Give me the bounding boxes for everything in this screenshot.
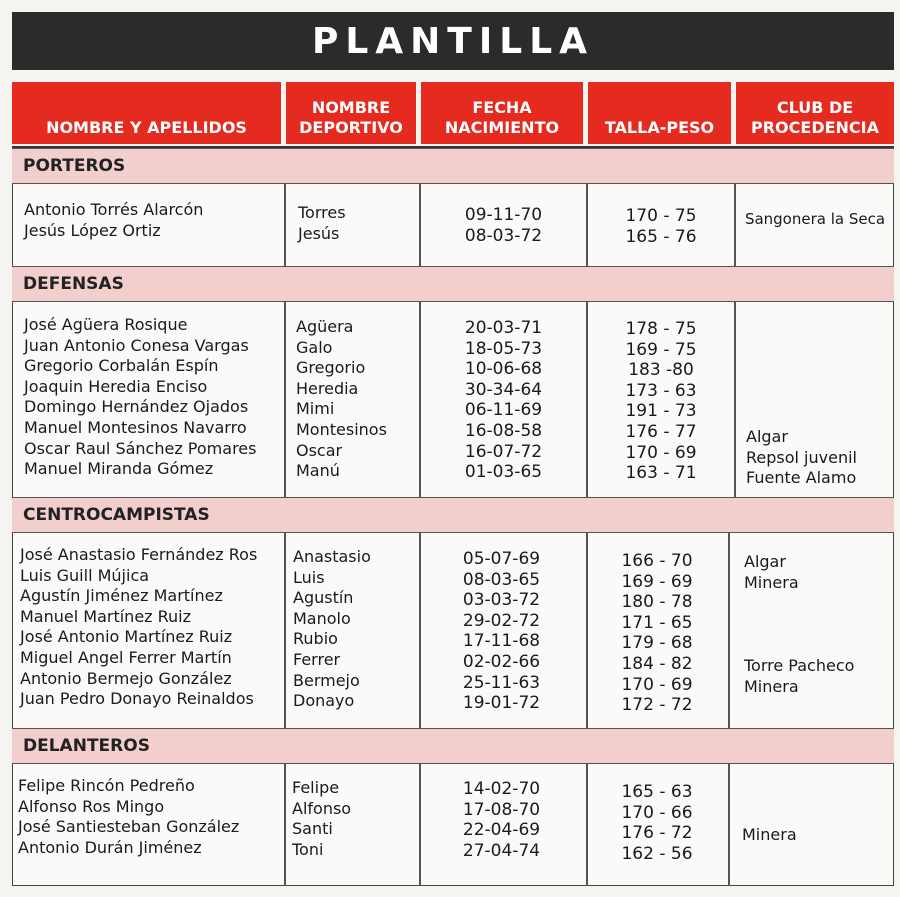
player-club: Fuente Alamo [746,468,857,488]
divider [734,302,736,497]
player-birthdate: 03-03-72 [462,590,541,611]
player-nickname: Oscar [296,440,343,460]
porteros-nombres [24,200,203,241]
delanteros-nombres [18,776,239,858]
player-nickname: Felipe [292,778,340,797]
player-height-weight: 178 - 75 [625,319,697,339]
player-name: Juan Antonio Conesa Vargas [24,335,249,355]
player-nickname: Heredia [296,378,359,398]
player-nickname: Galo [296,337,333,357]
player-club: Repsol juvenil [746,447,857,467]
centrocampistas-deportivo [293,547,371,712]
player-club: Torre Pacheco [744,656,855,675]
header-deportivo-label: NOMBRE DEPORTIVO [299,98,403,137]
header-deportivo [286,82,416,144]
section-title: DEFENSAS [23,274,124,294]
player-birthdate: 09-11-70 [464,205,543,225]
player-height-weight: 166 - 70 [621,551,693,571]
section-delanteros [12,728,894,764]
section-title: DELANTEROS [23,736,150,756]
centrocampistas-club-bottom [744,656,854,697]
header-club-label: CLUB DE PROCEDENCIA [751,98,879,137]
player-club: Minera [742,825,797,844]
player-height-weight: 170 - 69 [621,674,693,695]
section-centrocampistas [12,497,894,533]
player-nickname: Agustín [293,588,354,608]
section-title: PORTEROS [23,156,126,176]
player-birthdate: 08-03-72 [464,225,543,246]
delanteros-fecha [419,779,584,861]
header-club [736,82,894,144]
player-height-weight: 165 - 63 [621,782,693,802]
player-name: Manuel Miranda Gómez [24,459,214,479]
player-birthdate: 20-03-71 [464,318,543,338]
player-height-weight: 173 - 63 [625,380,697,401]
player-nickname: Manolo [293,608,351,628]
porteros-deportivo [298,203,346,244]
player-nickname: Ferrer [293,649,341,669]
player-height-weight: 169 - 75 [625,339,697,360]
delanteros-talla [586,782,728,864]
player-height-weight: 170 - 75 [625,206,697,226]
table-header [0,82,900,146]
player-birthdate: 27-04-74 [462,840,541,861]
player-nickname: Luis [293,567,325,587]
defensas-fecha [421,318,586,483]
player-birthdate: 08-03-65 [462,569,541,590]
player-birthdate: 29-02-72 [462,610,541,631]
player-nickname: Anastasio [293,547,371,566]
delanteros-deportivo [292,778,351,860]
player-birthdate: 06-11-69 [464,400,543,421]
player-height-weight: 176 - 77 [625,421,697,442]
porteros-fecha [421,205,586,246]
page-title-bar [12,12,894,70]
player-nickname: Jesús [298,223,340,243]
player-club: Sangonera la Seca [744,210,886,228]
player-nickname: Rubio [293,629,338,649]
player-name: Manuel Montesinos Navarro [24,417,247,437]
player-name: José Santiesteban González [18,817,240,837]
porteros-club [736,209,894,230]
player-height-weight: 170 - 69 [625,442,697,463]
player-name: Jesús López Ortiz [24,220,161,240]
defensas-talla [588,319,734,484]
divider [728,533,730,728]
player-club: Minera [744,676,799,696]
player-name: Antonio Torrés Alarcón [24,200,204,219]
player-name: Alfonso Ros Mingo [18,796,165,816]
player-height-weight: 162 - 56 [621,843,693,864]
player-birthdate: 25-11-63 [462,672,541,693]
player-nickname: Mimi [296,399,335,419]
porteros-talla [588,206,734,247]
player-height-weight: 170 - 66 [621,802,693,823]
divider [284,302,286,497]
player-birthdate: 01-03-65 [464,462,543,483]
player-name: Miguel Angel Ferrer Martín [20,647,232,667]
header-fecha-label: FECHA NACIMIENTO [444,98,560,137]
player-height-weight: 183 -80 [628,360,694,381]
section-defensas [12,266,894,302]
player-name: Luis Guill Mújica [20,565,150,585]
player-birthdate: 02-02-66 [462,651,541,672]
player-height-weight: 172 - 72 [621,695,693,716]
player-nickname: Agüera [296,317,354,336]
page-title: PLANTILLA [311,20,594,62]
player-club: Minera [744,572,799,592]
player-height-weight: 184 - 82 [621,653,693,674]
defensas-nombres [24,315,256,480]
divider [728,764,730,886]
player-name: Gregorio Corbalán Espín [24,356,219,376]
player-club: Algar [746,427,788,446]
player-height-weight: 176 - 72 [621,823,693,844]
player-birthdate: 17-08-70 [462,799,541,820]
player-name: Juan Pedro Donayo Reinaldos [20,689,254,709]
divider [284,533,286,728]
centrocampistas-talla [586,551,728,716]
section-porteros [12,148,894,184]
player-birthdate: 14-02-70 [462,779,541,799]
player-birthdate: 22-04-69 [462,820,541,841]
player-nickname: Toni [292,839,324,859]
player-birthdate: 18-05-73 [464,338,543,359]
player-height-weight: 165 - 76 [625,226,697,247]
defensas-deportivo [296,317,387,482]
player-birthdate: 30-34-64 [464,379,543,400]
player-birthdate: 17-11-68 [462,631,541,652]
player-name: Joaquin Heredia Enciso [24,376,208,396]
player-name: José Antonio Martínez Ruiz [20,627,233,647]
player-height-weight: 169 - 69 [621,571,693,592]
player-height-weight: 163 - 71 [625,463,697,484]
header-nombre [12,82,281,144]
player-nickname: Manú [296,461,340,481]
player-name: Manuel Martínez Ruiz [20,606,192,626]
header-talla-label: TALLA-PESO [604,118,715,137]
player-name: José Anastasio Fernández Ros [20,545,258,564]
player-nickname: Torres [298,203,346,222]
player-birthdate: 19-01-72 [462,693,541,714]
player-name: Domingo Hernández Ojados [24,397,249,417]
section-title: CENTROCAMPISTAS [23,505,210,525]
divider [284,184,286,266]
player-birthdate: 16-07-72 [464,441,543,462]
player-name: Antonio Bermejo González [20,668,232,688]
defensas-club [746,427,857,489]
player-name: José Agüera Rosique [24,315,188,334]
player-birthdate: 16-08-58 [464,420,543,441]
player-name: Antonio Durán Jiménez [18,837,202,857]
player-birthdate: 05-07-69 [462,549,541,569]
player-club: Algar [744,552,786,571]
centrocampistas-fecha [419,549,584,714]
player-nickname: Bermejo [293,670,360,690]
player-nickname: Gregorio [296,358,366,378]
player-height-weight: 191 - 73 [625,401,697,422]
centrocampistas-nombres [20,545,257,710]
player-nickname: Montesinos [296,419,387,439]
header-nombre-label: NOMBRE Y APELLIDOS [46,118,247,137]
header-fecha [421,82,583,144]
player-height-weight: 180 - 78 [621,592,693,613]
centrocampistas-club-top [744,552,799,593]
player-height-weight: 171 - 65 [621,612,693,633]
delanteros-club [742,825,797,846]
player-birthdate: 10-06-68 [464,359,543,380]
divider [284,764,286,886]
player-name: Felipe Rincón Pedreño [18,776,195,795]
player-name: Agustín Jiménez Martínez [20,586,223,606]
player-nickname: Donayo [293,691,355,711]
player-nickname: Alfonso [292,798,352,818]
player-nickname: Santi [292,819,333,839]
header-talla [588,82,731,144]
player-height-weight: 179 - 68 [621,633,693,654]
player-name: Oscar Raul Sánchez Pomares [24,438,257,458]
